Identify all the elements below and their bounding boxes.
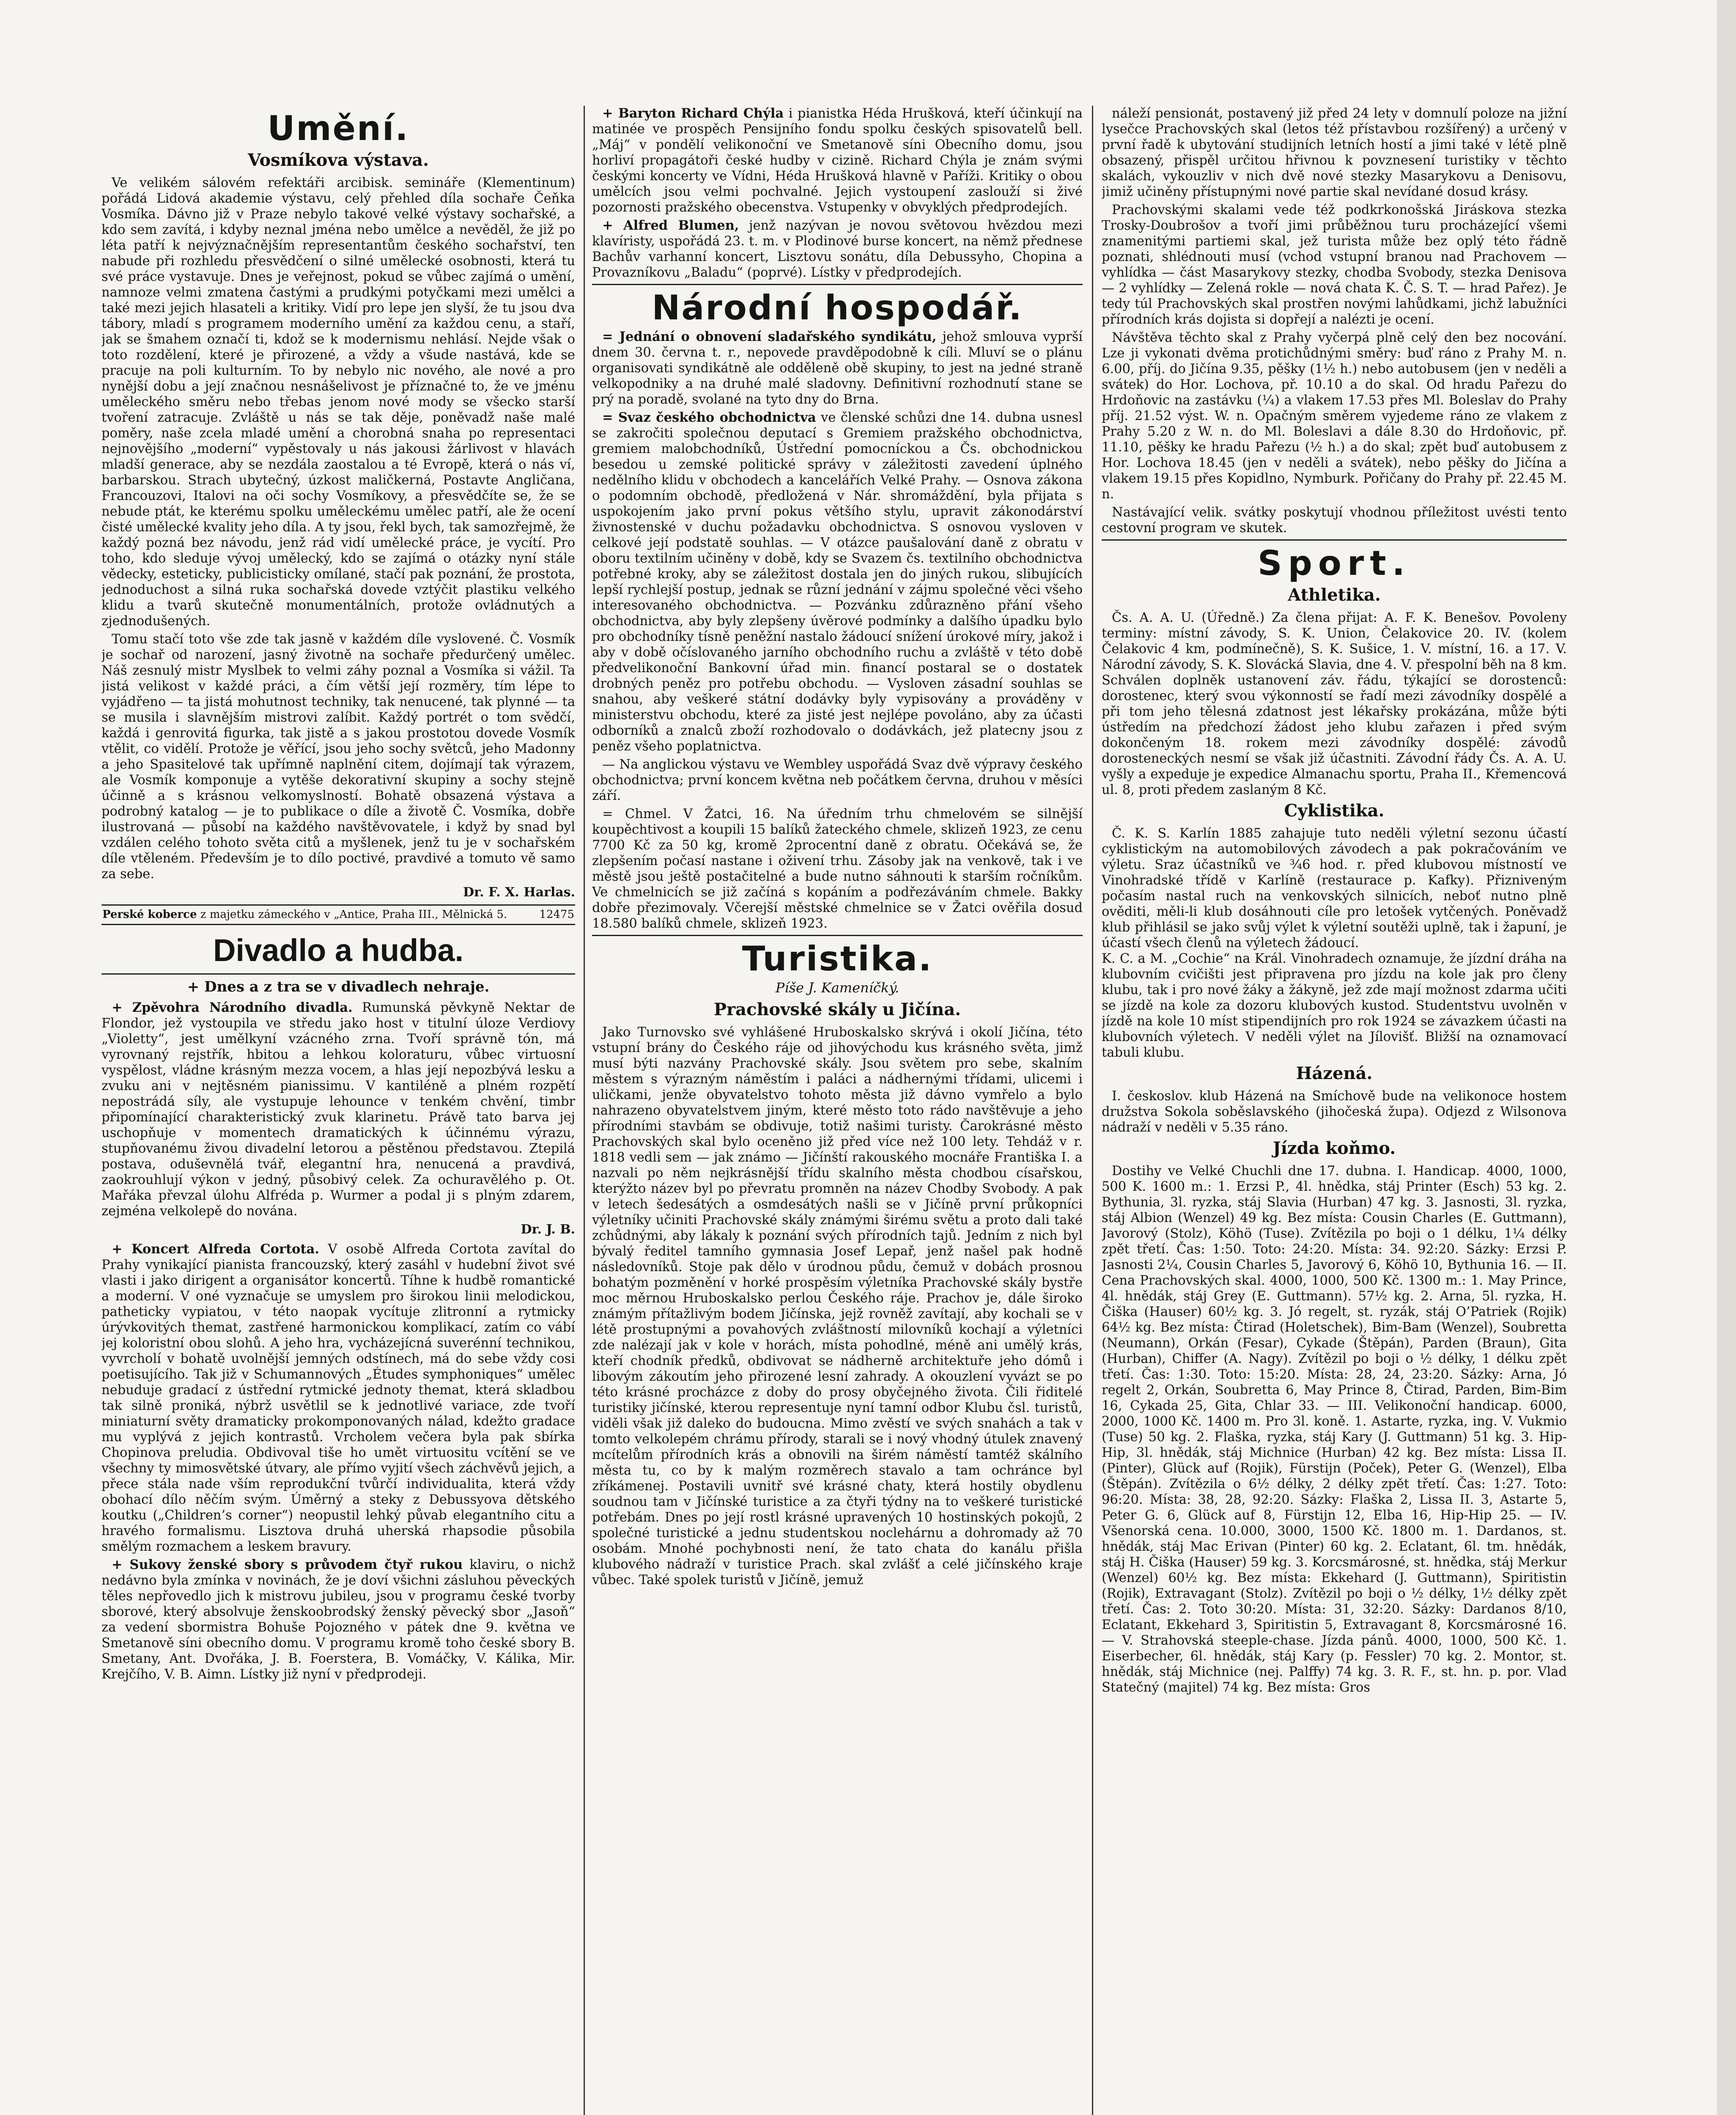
article-item xyxy=(592,806,1083,931)
paragraph: Dostihy ve Velké Chuchli dne 17. dubna. I. Handicap. 4000, 1000, 500 K. 1600 m.: 1. Erzsi P., 4l. hnědka, stáj Printer (Esch) 53 kg. 2. Bythunia, 3l. ryzka, stáj Slavia (Hurban) 47 kg. 3. Jasnosti, 3l. ryzka, stáj Albion (Wenzel) 49 kg. Bez místa: Cousin Charles (E. Guttmann), Javorový (Stolz), Köhö (Tuse). Zvítězila po boji o 1 délku, 1¼ délky zpět třetí. Čas: 1:50. Toto: 24:20. Místa: 34. 92:20. Sázky: Erzsi P. Jasnosti 2¼, Cousin Charles 5, Javorový 6, Köhö 10, Bythunia 16. — II. Cena Prachovských skal. 4000, 1000, 500 Kč. 1300 m.: 1. May Prince, 4l. hnědák, stáj Grey (E. Guttmann). 57½ kg. 2. Arna, 5l. ryzka, H. Čiška (Hauser) 60½ kg. 3. Jó regelt, st. ryzák, stáj O’Patriek (Rojik) 64½ kg. Bez místa: Čtirad (Holetschek), Bim-Bam (Wenzel), Soubretta (Neumann), Orkán (Fesar), Cykade (Štěpán), Parden (Braun), Gita (Hurban), Chiffer (A. Nagy). Zvítězil po boji o ½ délky, 1 délku zpět třetí. Čas: 1:30. Toto: 15:20. Místa: 28, 24, 23:20. Sázky: Arna, Jó regelt 2, Orkán, Soubretta 6, May Prince 8, Čtirad, Parden, Bim-Bim 16, Cykada 25, Gita, Chlar 33. — III. Velikonoční handicap. 6000, 2000, 1000 Kč. 1400 m. Pro 3l. koně. 1. Astarte, ryzka, ing. V. Vukmio (Tuse) 50 kg. 2. Flaška, ryzka, stáj Kary (J. Guttmann) 51 kg. 3. Hip-Hip, 3l. hnědák, stáj Michnice (Hurban) 42 kg. Bez místa: Lissa II. (Pinter), Glück auf (Rojik), Fürstijn (Poček), Peter G. (Wenzel), Elba (Štěpán). Zvítězila o 6½ délky, 2 délky zpět třetí. Čas: 1:27. Toto: 96:20. Místa: 38, 28, 92:20. Sázky: Flaška 2, Lissa II. 3, Astarte 5, Peter G. 6, Glück auf 8, Fürstijn 12, Elba 16, Hip-Hip 25. — IV. Všenorská cena. 10.000, 3000, 1500 Kč. 1800 m. 1. Dardanos, st. hnědák, stáj Mac Erivan (Pinter) 60 kg. 2. Eclatant, 6l. tm. hnědák, stáj H. Čiška (Hauser) 59 kg. 3. Korcsmárosné, st. hnědka, stáj Merkur (Wenzel) 60½ kg. Bez místa: Ekkehard (J. Guttmann), Spiritistin (Rojik), Extravagant (Stolz). Zvítězil po boji o ½ délky, 1½ délky zpět třetí. Čas: 2. Toto 30:20. Místa: 31, 32:20. Sázky: Dardanos 8/10, Eclatant, Ekkehard 3, Spiritistin 5, Extravagant 8, Korcsmárosné 16. — V. Strahovská steeple-chase. Jízda pánů. 4000, 1000, 500 Kč. 1. Eiserbecher, 6l. hnědák, stáj Kary (p. Fessler) 70 kg. 2. Montor, st. hnědák, stáj Michnice (nej. Palffy) 74 kg. 3. R. F., st. hn. p. por. Vlad Statečný (majitel) 74 kg. Bez místa: Gros xyxy=(1102,1164,1567,1695)
item-lead: + Zpěvohra Národního divadla. xyxy=(112,1000,353,1015)
item-text: — Na anglickou výstavu ve Wembley uspořádá Svaz dvě výpravy českého obchodnictva; první koncem května neb počátkem června, druhou v měsíci září. xyxy=(592,757,1083,803)
article-item xyxy=(592,106,1083,215)
scan-edge xyxy=(1717,0,1736,2115)
item-lead: + Koncert Alfreda Cortota. xyxy=(112,1242,319,1257)
item-lead: + Sukovy ženské sbory s průvodem čtyř rukou xyxy=(112,1557,463,1572)
column-rule xyxy=(584,106,585,2115)
advertisement xyxy=(101,904,575,925)
subsection-title: Athletika. xyxy=(1288,585,1381,605)
paragraph: Jako Turnovsko své vyhlášené Hruboskalsko skrývá i okolí Jičína, této vstupní brány do Českého ráje od jihovýchodu kus krásného světa, jimž musí býti nazvány Prachovské skály. Jsou světem pro sebe, skalním městem s výrazným náměstím i paláci a nádhernými třídami, ulicemi i uličkami, jenže obyvatelstvo tohoto města již dávno vymřelo a bylo nahrazeno obyvatelstvem jiným, které město toto rádo navštěvuje a jeho přírodními stavbám se obdivuje, totiž našimi turisty. Čarokrásné město Prachovských skal bylo oceněno již před více než 100 lety. Tehdáž v r. 1818 vedli sem — jak známo — Jičínští rakouského mocnáře Františka I. a nazvali po něm nejkrásnější třídu skalního města chodbou císařskou, kterýžto název byl po převratu promněn na název Chodby Svobody. A pak v letech šedesátých a osmdesátých našli se v Jičíně první průkopníci výletníky učiniti Prachovské skály známými širému světu a proto dali také zchůdnými, aby lákaly k poznání svých přírodních tajů. Jedním z nich byl bývalý ředitel tamního gymnasia Josef Lepař, jenž našel pak hodně následovníků. Stoje pak dělo v úrodnou půdu, čemuž v dobách prosnou bohatým pozměnění v horké prospěsím výletníka Prachovské skály bystře moc měrnou Hruboskalsko perlou Českého ráje. Prachov je, dále široko známým přítažlivým bodem Jičínska, jejž rovněž zavítají, aby kochali se v létě prostupnými a povahových zvláštností milovníků kochají a výletníci zde nalézají jak v kole v horách, místa pohodlné, méně ani umělý krás, kteří chodník předků, obdivovat se nádherně architektuře jeho dómů i libovým zákoutím jeho přirozené lesní zahrady. A okouzlení vyvázt se po této krásné procházce z doby do prosy obyčejného života. Čili řiditelé turistiky jičínské, kterou representuje nyní tamní odbor Klubu čsl. turistů, viděli však již daleko do budoucna. Mimo zvěstí ve svých snahách a tak v tomto velkolepém chrámu přírody, starali se i nový vhodný útulek znavený mcítelům přírodních krás a obnovili na širém náměstí tamtéž skálního města tu, co by k malým rozměrech stavalo a tam ochránce byl zříkámenej. Postavili uvnitř své krásné chaty, která hostily obydlenu soudnou tam v Jičínské turistice a za čtyři týdny na to veškeré turistické potřebám. Dnes po její rostl krásné upravených 10 hostinských pokojů, 2 společné turistické a jednu studentskou noclehárnu a dohromady až 70 osobám. Mnohé pochybnosti není, že tato chata do kanálu přišla klubového nádraží v turistice Prach. skal zvlášť a celé jičínského kraje vůbec. Také spolek turistů v Jičíně, jemuž xyxy=(592,1025,1083,1588)
subsection-title: Jízda koňmo. xyxy=(1273,1138,1396,1158)
item-text: jehož smlouva vyprší dnem 30. června t. r., nepovede pravděpodobně k cíli. Mluví se o plánu organisovati syndikátně ale odděleně obě skupiny, to jest na jedné straně velkopodniky a na druhé malé sladovny. Definitivní rozhodnutí stane se prý na poradě, svolané na tyto dny do Brna. xyxy=(592,330,1083,407)
section-title-turistika: Turistika. xyxy=(742,939,933,978)
section-title-hospodar: Národní hospodář. xyxy=(652,288,1023,327)
paragraph: I. českoslov. klub Házená na Smíchově bude na velikonoce hostem družstva Sokola soběslavského (jihočeská župa). Odjezd z Wilsonova nádraží v neděli v 5.35 ráno. xyxy=(1102,1089,1567,1135)
subsection-title: Házená. xyxy=(1296,1063,1373,1083)
ad-lead: Perské koberce xyxy=(102,908,197,921)
paragraph: Čs. A. A. U. (Úředně.) Za člena přijat: A. F. K. Benešov. Povoleny terminy: místní závody, S. K. Union, Čelakovice 20. IV. (kolem Čelakovic 4 km, podmínečně), S. K. Sušice, 1. V. místní, 16. a 17. V. Národní závody, S. K. Slovácká Slavia, dne 4. V. přespolní běh na 8 km. Schválen doplněk ustanovení záv. řádu, týkající se dorostenců: dorostenec, který svou výkonností se řadí mezi závodníky dospělé a při tom jeho tělesná zdatnost jest lékařsky prokázána, může býti ústředím na předchozí žádost jeho klubu zařazen i před svým dokončeným 18. rokem mezi závodníky dospělé: závodů dorosteneckých nesmí se však již účastniti. Závodní řády Čs. A. A. U. vyšly a expeduje je expedice Almanachu sportu, Praha II., Křemencová ul. 8, proti předem zaslaným 8 Kč. xyxy=(1102,610,1567,797)
item-text: = Chmel. V Žatci, 16. Na úředním trhu chmelovém se silnější koupěchtivost a koupili 15 balíků žateckého chmele, sklizeň 1923, ze cenu 7700 Kč za 50 kg, kromě 2procentní daně z obratu. Očekává se, že zlepšením počasí nastane i oživení trhu. Zásoby jak na venkově, tak i ve městě jsou ještě postačitelné a bude nutno sáhnouti k starším ročníkům. Ve chmelnicích se již začíná s kopáním a podřezáváním chmele. Bakky dobře přezimovaly. Včerejší městské chmelnice se v Žatci ověřila dosud 18.580 balíků chmele, sklizeň 1923. xyxy=(592,807,1083,931)
divider xyxy=(592,284,1083,285)
paragraph: Č. K. S. Karlín 1885 zahajuje tuto neděli výletní sezonu účastí cyklistickým na automobilových závodech a pak pokračováním ve výletu. Sraz účastníků ve ¾6 hod. r. před klubovou místností ve Vinohradské třídě v Karlíně (restaurace p. Kafky). Přizniveným počasím nastal ruch na venkovských silnicích, neboť nutno plně ověditi, měli-li klub dosáhnouti cíle pro letošek vytčených. Poněvadž klub přihlásil se jako svůj výlet k výletní soutěži uplně, tak i žapuní, je účastí všech členů na výletech žádoucí. K. C. a M. „Cochie“ na Král. Vinohradech oznamuje, že jízdní dráha na klubovním cvičišti jest připravena pro jízdu na kole jak pro členy klubu, tak i pro nové žáky a žákyně, jež zde mají možnost zdarma učiti se jízdě na kole za dozoru klubových kustod. Studentstvu uvolněn v jízdě na kole 10 míst stipendijních pro rok 1924 se závazkem účasti na klubovních výletech. V neděli výlet na Jílovišť. Bližší na oznamovací tabuli klubu. xyxy=(1102,826,1567,1060)
signature: Dr. F. X. Harlas. xyxy=(463,885,575,900)
subtitle-prachov: Prachovské skály u Jičína. xyxy=(713,1000,961,1019)
article-item xyxy=(101,1000,575,1219)
subtitle-vosmik: Vosmíkova výstava. xyxy=(247,150,429,170)
section-title-divadlo: Divadlo a hudba. xyxy=(213,933,464,968)
article-item xyxy=(592,218,1083,280)
item-lead: + Baryton Richard Chýla xyxy=(602,106,784,121)
item-text: klaviru, o nichž nedávno byla zmínka v novinách, že je doví všichni zásluhou pěveckých těles nepřovedlo jich k mistrovu jubileu, jsou v programu české tvorby sborové, který absolvuje ženskoobrodský ženský pěvecký sbor „Jasoň“ za vedení sbormistra Bohuše Pojozného v pátek dne 9. května ve Smetanově síni obecního domu. V programu kromě toho české sbory B. Smetany, Ant. Dvořáka, J. B. Foerstera, B. Vomáčky, V. Kálika, Mir. Krejčího, V. B. Aimn. Lístky již nyní v předprodeji. xyxy=(101,1557,575,1682)
item-text: Rumunská pěvkyně Nektar de Flondor, jež vystoupila ve středu jako host v titulní úloze Verdiovy „Violetty“, jest umělkyní vzácného zrna. Tvoří správně tón, má vyrovnaný rejstřík, hbitou a lehkou koloraturu, vůbec virtuosní vyspělost, vládne krásným mezza vocem, a hlas její nepozbývá lesku a zvuku ani v nejtěsném pianissimu. V kantiléně a plném rozpětí nepostrádá síly, ale vystupuje lehounce v tenkém chvění, timbr připomínající charakteristický zvuk klarinetu. Právě tato barva jej uschopňuje v momentech dramatických k účinnému výrazu, stupňovanému živou divadelní letorou a pěstěnou představou. Ztepilá postava, oduševnělá tvář, elegantní hra, nenucená a pravdivá, zaokrouhlují výkon v jedný, působivý celek. Za ochuravělého p. Ot. Mařáka převzal úlohu Alfréda p. Wurmer a podal ji s plným zdarem, zejména velkolepě do nována. xyxy=(101,1000,575,1219)
item-text: jenž nazývan je novou světovou hvězdou mezi klavíristy, uspořádá 23. t. m. v Plodinové burse koncert, na němž přednese Bachův varhanní koncert, Lisztovu sonátu, díla Debussyho, Chopina a Provazníkovu „Baladu“ (poprvé). Lístky v předprodejích. xyxy=(592,218,1083,280)
byline: Píše J. Kameníčký. xyxy=(775,980,900,996)
divider xyxy=(592,935,1083,936)
section-title-umeni: Umění. xyxy=(267,109,409,148)
item-text: ve členské schůzi dne 14. dubna usnesl se zakročiti společnou deputací s Gremiem pražského obchodnictva, gremiem malobchodníků, Ústřední pomocníckou a Čs. obchodnickou besedou u zemské politické správy v záležitosti zavedení úplného nedělního klidu v obchodech a kancelářích Velké Prahy. — Osnova zákona o podomním obchodě, předložená v Nár. shromáždění, byla přijata s uspokojením jako první pokus většího stylu, upravit zákonodárství živnostenské v duchu požadavku obchodnictva. S osnovou vysloven v celkové její podstatě souhlas. — V otázce paušalování daně z obratu v oboru textilním učiněny v době, kdy se Svazem čs. textilního obchodnictva potřebné kroky, aby se záležitost dostala jen do jiných rukou, slibujících lepší rychlejší postup, jednak se různí jednání v zájmu společné věci všeho interesovaného obchodnictva. — Pozvánku zdůrazněno přání všeho obchodnictva, aby byly zlepšeny úvěrové podmínky a dalšího úpadku bylo pro obchodníky tísně peněžní nastalo žádoucí snížení úrokové míry, jakož i aby v době očíslovaného jarního obchodního ruchu a zvláště v této době předvelikonoční Bankovní úřad min. financí postaral se o dostatek drobných peněz pro potřebu obchodu. — Vysloven zásadní souhlas se snahou, aby veškeré státní dodávky byly vypisovány a prováděny v ministerstvu obchodu, které za jisté jest nejlépe povoláno, aby za účasti odborníků a znalců zboží rozhodovalo o dodávkách, jež platecny jsou z peněz všeho poplatnictva. xyxy=(592,410,1083,754)
column-2 xyxy=(592,106,1083,2115)
divider xyxy=(1102,539,1567,541)
ad-text: z majetku zámeckého v „Antice, Praha III., Mělnická 5. xyxy=(200,908,507,921)
column-1 xyxy=(101,106,575,2115)
ad-number: 12475 xyxy=(539,908,574,921)
paragraph: Návštěva těchto skal z Prahy vyčerpá plně celý den bez nocování. Lze ji vykonati dvěma protichůdnými směry: buď ráno z Prahy M. n. 6.00, příj. do Jičína 9.35, pěšky (1½ h.) nebo autobusem (jen v neděli a svátek) do Hor. Lochova, př. 10.10 a do skal. Od hradu Pařezu do Hrdoňovic na zastávku (¼) a vlakem 17.53 přes Ml. Boleslav do Prahy příj. 21.52 výst. W. n. Opačným směrem vyjedeme ráno ze vlakem z Prahy 5.20 z W. n. do Ml. Boleslavi a dále 8.30 do Hrdoňovic, př. 11.10, pěšky ke hradu Pařezu (½ h.) a do skal; zpět buď autobusem z Hor. Lochova 18.45 (jen v neděli a svátek), nebo pěšky do Jičína a vlakem 19.15 přes Kopidlno, Nymburk. Pořičany do Prahy př. 22.45 M. n. xyxy=(1102,330,1567,502)
column-3 xyxy=(1102,106,1567,2115)
item-lead: = Svaz českého obchodnictva xyxy=(602,410,816,425)
item-text: i pianistka Héda Hrušková, kteří účinkují na matinée ve prospěch Pensijního fondu spolku českých spisovatelů bell. „Máj“ v pondělí velikonoční ve Smetanově síni Obecního domu, jsou horliví propagátoři české hudby v cizině. Richard Chýla je znám svými českými koncerty ve Vídni, Héda Hrušková hlavně v Paříži. Kritiky o obou umělcích jsou velmi pochvalné. Jejich vystoupení zaslouží si živé pozornosti pražského obecenstva. Vstupenky v obvyklých předprodejích. xyxy=(592,106,1083,215)
paragraph: Tomu stačí toto vše zde tak jasně v každém díle vyslovené. Č. Vosmík je sochař od narození, jasný životně na sochaře předurčený umělec. Náš zesnulý mistr Myslbek to velmi záhy poznal a Vosmíka si vážil. Ta jistá velikost v každé práci, a čím větší její rozměry, tím lépe to vyjádřeno — ta jistá mohutnost techniky, tak nenucené, tak plynné — ta se musila i slavnějším mistrovi zalíbit. Každý portrét o tom svědčí, každá i genrovitá figurka, tak jistě a s jakou prostotou dovede Vosmík vtělit, co vidělí. Protože je věřící, jsou jeho sochy světců, jeho Madonny a jeho Spasitelové tak upřímně naplnění citem, dojímají tak výrazem, ale Vosmík komponuje a vytěše dekorativní skupiny a sochy stejně účinně a s krásnou velkomyslností. Bohatě obsazená výstava a podrobný katalog — je to publikace o díle a životě Č. Vosmíka, dobře ilustrovaná — působí na každého navštěvovatele, i když by snad byl vzdálen celého tohoto světa citů a myšlenek, jenž tu je v sochařském díle vtěleném. Především je to dílo poctivé, pravdivé a tomuto vě samo za sebe. xyxy=(101,632,575,882)
item-lead: = Jednání o obnovení sladařského syndikátu, xyxy=(602,329,937,344)
paragraph: Ve velikém sálovém refektáři arcibisk. semináře (Klementinum) pořádá Lidová akademie výstavu, celý přehled díla sochaře Čeňka Vosmíka. Dávno již v Praze nebylo takové velké výstavy sochařské, a kdo sem zavítá, i kdyby neznal jména nebo umělce a nevěděl, že již po léta patří k nejvýznačnějším representantům českého sochařství, ten nabude při rozhledu přesvědčení o silné umělecké osobnosti, která tu své práce vystavuje. Dnes je veřejnost, pokud se vůbec zajímá o umění, namnoze velmi zmatena častými a prudkými potyčkami mezi umělci a také mezi jejich hlasateli a kritiky. Vidí pro lepe jen slyší, že tu jsou dva tábory, mladí s programem moderního umění za každou cenu, a staří, jak se šmahem označí ti, kdož se k modernismu nehlásí. Nejde však o toto rozdělení, které je přirozené, a vždy a všude nastává, kde se pracuje na poli kulturním. To by nebylo nic nového, ale nové a pro nynější dobu a její značnou nesnášelivost je příznačné to, že ve jménu uměleckého směru nebo třebas jenom nové mody se všecko starší tvoření zatracuje. Zvláště u nás se tak děje, poněvadž naše malé poměry, naše zcela mladé umění a chorobná snaha po representaci nejnovějšího „moderní“ vypěstovaly u nás jakousi žárlivost v hlavách mladší generace, aby se nezdála zaostalou a té Evropě, která o nás ví, barbarskou. Strach ubytečný, úzkost maličkerná, Postavte Angličana, Francouzovi, Italovi na oči sochy Vosmíkovy, a přesvědčíte se, že se nebude ptát, ke kterému spolku uměleckému umělec patří, ale že ocení čisté umělecké kvality jeho díla. A ty jsou, řekl bych, tak samozřejmě, že každý pozná bez návodu, jenž rád vidí umělecké práce, je vycítí. Pro toho, kdo sleduje vývoj umělecký, kdo se zajímá o otázky nyní stále vědecky, esteticky, publicisticky omílané, stačí pak poznání, že prostota, jednoduchost a silná ruka sochařská dovede vztýčit plastiku velkého klidu a tvarů skutečně monumentálních, protože ovládnutých a zjednodušených. xyxy=(101,176,575,629)
article-item xyxy=(592,329,1083,407)
section-subtitle: + Dnes a z tra se v divadlech nehraje. xyxy=(187,978,490,995)
article-item xyxy=(592,757,1083,804)
article-item xyxy=(592,410,1083,754)
item-lead: + Alfred Blumen, xyxy=(602,218,739,233)
item-text: V osobě Alfreda Cortota zavítal do Prahy vynikající pianista francouzský, který zasáhl v hudební život své vlasti i jako dirigent a organisátor koncertů. Tíhne k hudbě romantické a moderní. V oné vyznačuje se umyslem pro širokou linii melodickou, patheticky vypiatou, v této naopak vycítuje zlitronní a rytmicky úrývkovitých themat, zastřené harmonickou komplikací, zatím co vábí jej koloristní obou slohů. A jeho hra, vycházejícná suverénní technikou, vyvrcholí v bohatě uvolnější jemných odstínech, má do sebe vždy cosi poetisujícího. Tak již v Schumannových „Études symphoniques“ umělec nebuduje gradací z ústřední rytmické jednoty themat, která skladbou tak silně proniká, nýbrž usvětlil se k jednotlivé variace, zde tvoří miniaturní světy dramaticky prokomponovaných nálad, kdežto gradace mu vyplývá z jejich kontrastů. Vrcholem večera byla pak sbírka Chopinova preludia. Obdivoval tiše ho umět virtuositu vcítění se ve všechny ty mimosvětské útvary, ale přímo vyjití všech záchvěvů jejich, a přece stála nade vším reprodukční tvůrčí individualita, která vždy obohací dílo něčím svým. Úměrný a steky z Debussyova dětského koutku („Children’s corner“) neopustil lehký půvab elegantního citu a hravého formalismu. Lisztova druhá uherská rhapsodie působila smělým rozmachem a leskem bravury. xyxy=(101,1242,575,1554)
paragraph: Nastávající velik. svátky poskytují vhodnou příležitost uvésti tento cestovní program ve skutek. xyxy=(1102,505,1567,536)
divider xyxy=(101,973,575,975)
column-rule xyxy=(1092,106,1093,2115)
paragraph: Prachovskými skalami vede též podkrkonošská Jiráskova stezka Trosky-Doubrošov a tvoří jimi průběžnou turu procházející všemi znamenitými partiemi skal, jež turista může bez oplý této řádně poznati, shlédnouti musí (vchod vstupní branou nad Prachovem — vyhlídka — část Masarykovy stezky, chodba Svobody, stezka Denisova — 2 vyhlídky — Zelená rokle — nová chata K. Č. S. T. — hrad Pařez). Je tedy túl Prachovských skal prostřen novými lahůdkami, jichž labužníci přírodních krás dojista si dopřejí a nalézti je ocení. xyxy=(1102,203,1567,327)
article-item xyxy=(101,1557,575,1682)
signature: Dr. J. B. xyxy=(521,1222,575,1237)
section-title-sport: Sport. xyxy=(1258,544,1411,583)
paragraph: náleží pensionát, postavený již před 24 lety v domnulí poloze na jižní lysečce Prachovských skal (letos též přístavbou rozšířený) a určený v první řadě k ubytování studijních letních hostí a jimi také v létě plně obsazený, přispěl určitou hřivnou k povznesení turistiky v těchto skalách, vykouzliv v nich dvě nové stezky Masarykovu a Denisovu, jimiž učiněny přístupnými nové partie skal nevídané dosud krásy. xyxy=(1102,106,1567,199)
article-item xyxy=(101,1242,575,1555)
subsection-title: Cyklistika. xyxy=(1284,801,1385,821)
